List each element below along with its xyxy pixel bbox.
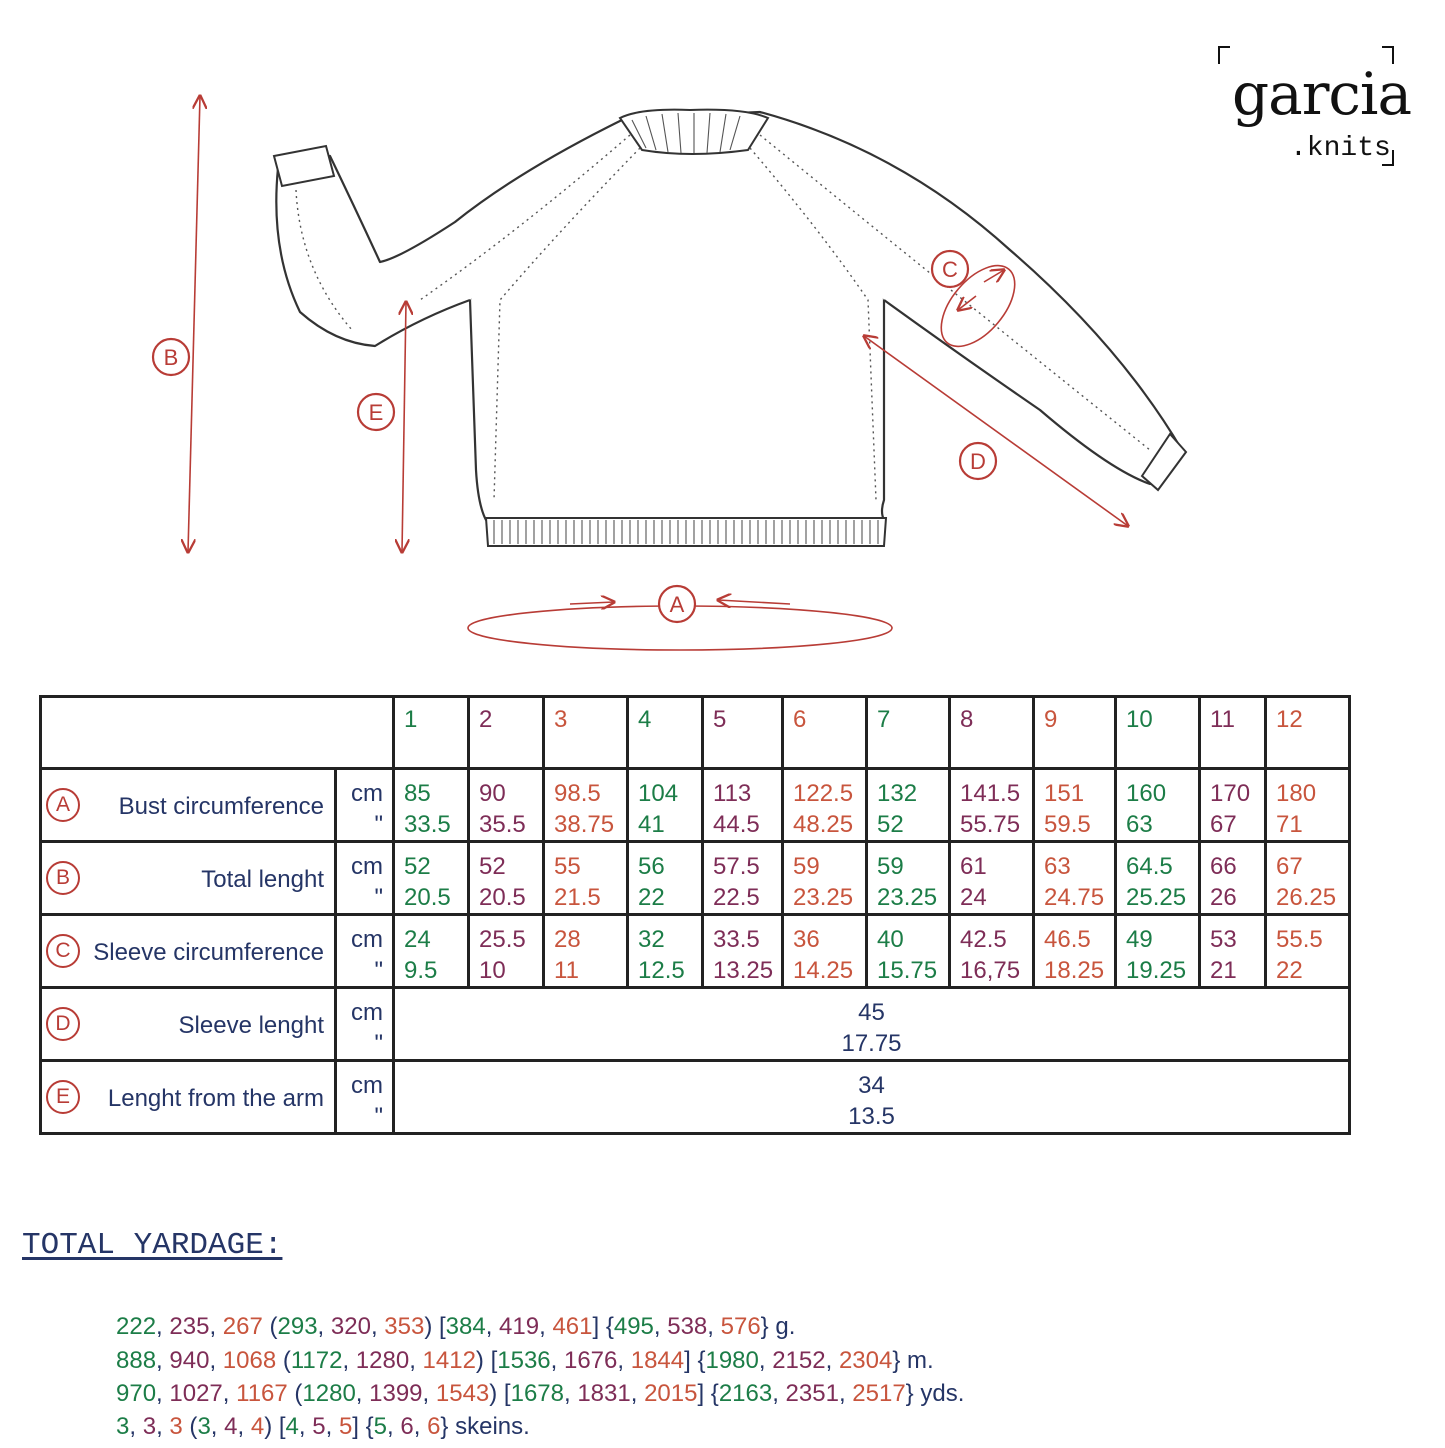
value-all-sizes — [394, 988, 1350, 1061]
value-inch: 67 — [1210, 811, 1237, 838]
value-cell — [544, 842, 628, 915]
yardage-token: 576 — [720, 1313, 761, 1340]
row-badge: D — [46, 1007, 80, 1041]
yardage-title: TOTAL YARDAGE: — [22, 1228, 283, 1263]
size-header: 11 — [1200, 697, 1266, 769]
row-label-cell — [41, 1061, 336, 1134]
value-cm: 170 — [1210, 780, 1251, 807]
yardage-token: 6 — [400, 1413, 414, 1440]
value-cell — [783, 915, 867, 988]
yardage-token: ) [ — [475, 1347, 498, 1374]
yardage-token: , — [156, 1313, 170, 1340]
value-inch: 26.25 — [1276, 884, 1337, 911]
value-inch: 48.25 — [793, 811, 854, 838]
value-cell — [1116, 842, 1200, 915]
value-inch: 24 — [960, 884, 987, 911]
value-cell — [783, 842, 867, 915]
yardage-token: 5 — [312, 1413, 326, 1440]
value-inch: 63 — [1126, 811, 1153, 838]
row-label: Bust circumference — [118, 793, 324, 820]
yardage-token: , — [707, 1313, 721, 1340]
yardage-token: 1280 — [302, 1380, 356, 1407]
yardage-line — [116, 1347, 934, 1375]
unit-inch: " — [374, 1030, 383, 1057]
value-cell — [703, 915, 783, 988]
yardage-token: , — [222, 1380, 237, 1407]
yardage-token: 2015 — [644, 1380, 698, 1407]
value-cm: 53 — [1210, 926, 1237, 953]
unit-cm: cm — [351, 780, 383, 807]
value-cm: 25.5 — [479, 926, 526, 953]
yardage-token: 461 — [552, 1313, 593, 1340]
value-cm: 24 — [404, 926, 431, 953]
value-cell — [1034, 769, 1116, 842]
value-inch: 41 — [638, 811, 665, 838]
yardage-token: , — [387, 1413, 401, 1440]
value-cell — [1200, 842, 1266, 915]
value-cell — [867, 842, 950, 915]
value-cell — [1266, 915, 1350, 988]
value-cell — [703, 769, 783, 842]
value-inch: 71 — [1276, 811, 1303, 838]
yardage-token: , — [409, 1347, 423, 1374]
value-all-sizes — [394, 1061, 1350, 1134]
value-inch: 16,75 — [960, 957, 1021, 984]
size-header: 10 — [1116, 697, 1200, 769]
value-cm: 180 — [1276, 780, 1317, 807]
row-label-cell — [41, 769, 336, 842]
row-label: Total lenght — [201, 866, 324, 893]
yardage-token: ) [ — [264, 1413, 286, 1440]
yardage-token: , — [539, 1313, 553, 1340]
size-header: 8 — [950, 697, 1034, 769]
row-label-cell — [41, 915, 336, 988]
value-cm: 59 — [877, 853, 904, 880]
unit-cell — [336, 769, 394, 842]
value-inch: 59.5 — [1044, 811, 1091, 838]
yardage-token: ( — [262, 1313, 278, 1340]
row-label: Lenght from the arm — [107, 1085, 324, 1112]
value-cell — [950, 915, 1034, 988]
value-cm: 32 — [638, 926, 665, 953]
value-cell — [1116, 769, 1200, 842]
sweater-outline — [276, 112, 1182, 520]
value-cm: 132 — [877, 780, 918, 807]
yardage-token: , — [342, 1347, 356, 1374]
unit-cell — [336, 842, 394, 915]
value-cm: 141.5 — [960, 780, 1021, 807]
logo-sub: .knits — [1290, 133, 1391, 164]
value-cm: 49 — [1126, 926, 1153, 953]
yardage-token: ( — [182, 1413, 198, 1440]
value-cell — [628, 915, 703, 988]
yardage-token: 1543 — [435, 1380, 490, 1407]
value-cm: 36 — [793, 926, 820, 953]
value-cell — [1266, 769, 1350, 842]
yardage-token: ( — [287, 1380, 303, 1407]
row-badge: E — [46, 1080, 80, 1114]
label-a: A — [669, 592, 685, 617]
yardage-token: 4 — [285, 1413, 299, 1440]
yardage-token: 1172 — [290, 1347, 343, 1374]
yardage-token: 2304 — [838, 1347, 893, 1374]
value-cell — [1200, 769, 1266, 842]
value-inch: 22.5 — [713, 884, 760, 911]
unit-inch: " — [374, 884, 383, 911]
yardage-token: 940 — [169, 1347, 210, 1374]
yardage-token: 320 — [330, 1313, 371, 1340]
value-cell — [867, 769, 950, 842]
header-corner — [41, 697, 394, 769]
value-cell — [950, 842, 1034, 915]
value-cm: 151 — [1044, 780, 1085, 807]
unit-cell — [336, 1061, 394, 1134]
yardage-token: 3 — [197, 1413, 211, 1440]
value-cm: 33.5 — [713, 926, 760, 953]
unit-inch: " — [374, 957, 383, 984]
row-label: Sleeve circumference — [93, 939, 324, 966]
yardage-token: , — [550, 1347, 564, 1374]
label-e: E — [368, 400, 384, 425]
value-inch: 10 — [479, 957, 506, 984]
value-inch: 13.5 — [848, 1103, 895, 1130]
value-cell — [950, 769, 1034, 842]
value-cm: 40 — [877, 926, 904, 953]
yardage-token: 293 — [277, 1313, 318, 1340]
value-cm: 64.5 — [1126, 853, 1173, 880]
value-cm: 61 — [960, 853, 987, 880]
unit-cm: cm — [351, 999, 383, 1026]
value-cell — [1266, 842, 1350, 915]
value-cm: 67 — [1276, 853, 1303, 880]
yardage-token: 384 — [445, 1313, 486, 1340]
yardage-token: 1027 — [169, 1380, 223, 1407]
value-inch: 19.25 — [1126, 957, 1187, 984]
value-cm: 28 — [554, 926, 581, 953]
yardage-token: ) [ — [424, 1313, 446, 1340]
value-cell — [867, 915, 950, 988]
value-inch: 24.75 — [1044, 884, 1105, 911]
value-cm: 160 — [1126, 780, 1167, 807]
value-cell — [394, 915, 469, 988]
value-inch: 21 — [1210, 957, 1237, 984]
measure-row-c — [41, 915, 1350, 988]
yardage-line — [116, 1413, 530, 1441]
value-inch: 11 — [554, 957, 579, 984]
yardage-token: ] { — [697, 1380, 719, 1407]
size-header: 1 — [394, 697, 469, 769]
yardage-token: 1167 — [236, 1380, 288, 1407]
yardage-token: 1412 — [422, 1347, 476, 1374]
yardage-token: , — [209, 1313, 223, 1340]
value-inch: 25.25 — [1126, 884, 1187, 911]
yardage-token: , — [298, 1413, 313, 1440]
yardage-token: 353 — [384, 1313, 425, 1340]
value-cell — [469, 769, 544, 842]
size-header: 7 — [867, 697, 950, 769]
yardage-token: 888 — [116, 1347, 157, 1374]
value-cm: 57.5 — [713, 853, 760, 880]
yardage-token: 3 — [116, 1413, 130, 1440]
value-cm: 104 — [638, 780, 679, 807]
yardage-token: 1678 — [510, 1380, 564, 1407]
yardage-token: , — [156, 1347, 170, 1374]
value-cm: 113 — [713, 780, 752, 807]
label-b: B — [163, 345, 179, 370]
yardage-token: 2517 — [852, 1380, 906, 1407]
value-inch: 20.5 — [404, 884, 451, 911]
value-cm: 55 — [554, 853, 581, 880]
yardage-token: 419 — [499, 1313, 540, 1340]
yardage-token: 3 — [142, 1413, 157, 1440]
yardage-token: , — [129, 1413, 143, 1440]
value-cell — [628, 769, 703, 842]
yardage-token: , — [825, 1347, 839, 1374]
yardage-token: , — [485, 1313, 500, 1340]
value-inch: 22 — [1276, 957, 1303, 984]
yardage-line — [116, 1313, 795, 1341]
yardage-token: , — [422, 1380, 436, 1407]
value-cell — [628, 842, 703, 915]
row-badge: A — [46, 788, 80, 822]
yardage-token: 6 — [427, 1413, 441, 1440]
yardage-token: , — [355, 1380, 370, 1407]
yardage-token: 2152 — [772, 1347, 826, 1374]
yardage-token: } yds. — [905, 1380, 965, 1407]
yardage-token: , — [838, 1380, 853, 1407]
value-inch: 44.5 — [713, 811, 760, 838]
measure-row-a — [41, 769, 1350, 842]
yardage-token: 5 — [338, 1413, 353, 1440]
yardage-token: , — [617, 1347, 631, 1374]
value-cell — [1200, 915, 1266, 988]
yardage-token: , — [156, 1380, 170, 1407]
yardage-token: , — [370, 1313, 385, 1340]
yardage-token: , — [413, 1413, 428, 1440]
value-inch: 9.5 — [404, 957, 438, 984]
yardage-token: 235 — [169, 1313, 210, 1340]
yardage-token: 4 — [250, 1413, 265, 1440]
unit-inch: " — [374, 1103, 383, 1130]
unit-cm: cm — [351, 926, 383, 953]
value-cell — [1116, 915, 1200, 988]
value-cell — [544, 915, 628, 988]
value-cm: 63 — [1044, 853, 1071, 880]
yardage-token: } m. — [892, 1347, 934, 1374]
yardage-token: , — [772, 1380, 786, 1407]
yardage-token: 1676 — [563, 1347, 618, 1374]
size-header: 9 — [1034, 697, 1116, 769]
row-badge: C — [46, 934, 80, 968]
yardage-token: 970 — [116, 1380, 157, 1407]
yardage-token: 1280 — [355, 1347, 410, 1374]
yardage-token: 538 — [667, 1313, 708, 1340]
measurement-table — [39, 695, 1351, 1135]
yardage-token: } g. — [760, 1313, 796, 1340]
value-inch: 15.75 — [877, 957, 938, 984]
yardage-line — [116, 1380, 964, 1408]
measure-row-d — [41, 988, 1350, 1061]
yardage-token: 1399 — [369, 1380, 423, 1407]
yardage-token: 4 — [224, 1413, 238, 1440]
size-header: 12 — [1266, 697, 1350, 769]
value-cm: 66 — [1210, 853, 1237, 880]
value-cm: 55.5 — [1276, 926, 1323, 953]
yardage-token: , — [210, 1413, 225, 1440]
yardage-token: , — [758, 1347, 773, 1374]
sweater-schematic — [0, 0, 1445, 680]
unit-cell — [336, 915, 394, 988]
yardage-token: 3 — [169, 1413, 183, 1440]
row-label-cell — [41, 988, 336, 1061]
value-cm: 98.5 — [554, 780, 601, 807]
value-cell — [703, 842, 783, 915]
yardage-token: , — [325, 1413, 339, 1440]
value-inch: 33.5 — [404, 811, 451, 838]
yardage-token: 1536 — [497, 1347, 551, 1374]
value-cm: 122.5 — [793, 780, 854, 807]
value-inch: 26 — [1210, 884, 1237, 911]
yardage-token: , — [237, 1413, 251, 1440]
yardage-token: , — [209, 1347, 223, 1374]
label-d: D — [970, 449, 986, 474]
size-header: 6 — [783, 697, 867, 769]
yardage-token: , — [630, 1380, 645, 1407]
value-inch: 22 — [638, 884, 665, 911]
yardage-token: ( — [276, 1347, 291, 1374]
value-cell — [394, 769, 469, 842]
unit-inch: " — [374, 811, 383, 838]
yardage-token: 222 — [116, 1313, 157, 1340]
value-inch: 18.25 — [1044, 957, 1105, 984]
value-cm: 56 — [638, 853, 665, 880]
size-header: 4 — [628, 697, 703, 769]
value-inch: 23.25 — [793, 884, 854, 911]
yardage-token: ) [ — [489, 1380, 511, 1407]
unit-cell — [336, 988, 394, 1061]
size-header: 3 — [544, 697, 628, 769]
value-inch: 12.5 — [638, 957, 685, 984]
value-inch: 35.5 — [479, 811, 526, 838]
value-inch: 52 — [877, 811, 904, 838]
yardage-token: 2351 — [785, 1380, 839, 1407]
value-cm: 34 — [858, 1072, 885, 1099]
yardage-token: 495 — [613, 1313, 654, 1340]
value-cell — [783, 769, 867, 842]
value-inch: 55.75 — [960, 811, 1021, 838]
value-cm: 90 — [479, 780, 506, 807]
yardage-token: 5 — [373, 1413, 388, 1440]
yardage-token: , — [317, 1313, 331, 1340]
measure-row-b — [41, 842, 1350, 915]
yardage-token: , — [156, 1413, 170, 1440]
value-cm: 52 — [479, 853, 506, 880]
yardage-token: , — [563, 1380, 578, 1407]
row-badge: B — [46, 861, 80, 895]
yardage-token: } skeins. — [440, 1413, 530, 1440]
value-cm: 45 — [858, 999, 885, 1026]
value-inch: 13.25 — [713, 957, 774, 984]
value-cm: 46.5 — [1044, 926, 1091, 953]
value-inch: 23.25 — [877, 884, 938, 911]
size-header: 2 — [469, 697, 544, 769]
measure-row-e — [41, 1061, 1350, 1134]
value-cell — [1034, 915, 1116, 988]
value-cm: 42.5 — [960, 926, 1007, 953]
value-cm: 52 — [404, 853, 431, 880]
value-inch: 21.5 — [554, 884, 601, 911]
size-header: 5 — [703, 697, 783, 769]
value-cell — [469, 915, 544, 988]
yardage-token: 1068 — [222, 1347, 277, 1374]
row-label: Sleeve lenght — [178, 1012, 324, 1039]
value-inch: 14.25 — [793, 957, 854, 984]
value-cm: 59 — [793, 853, 820, 880]
unit-cm: cm — [351, 1072, 383, 1099]
row-label-cell — [41, 842, 336, 915]
yardage-token: 1831 — [577, 1380, 631, 1407]
value-cm: 85 — [404, 780, 431, 807]
yardage-token: ] { — [684, 1347, 706, 1374]
value-inch: 20.5 — [479, 884, 526, 911]
yardage-token: ] { — [352, 1413, 374, 1440]
value-inch: 38.75 — [554, 811, 615, 838]
value-cell — [394, 842, 469, 915]
label-c: C — [942, 257, 958, 282]
yardage-token: 1844 — [630, 1347, 685, 1374]
yardage-token: ] { — [592, 1313, 614, 1340]
yardage-token: 2163 — [718, 1380, 773, 1407]
logo-name: garcia — [1232, 60, 1412, 128]
header-row — [41, 697, 1350, 769]
yardage-token: 1980 — [705, 1347, 759, 1374]
value-cell — [1034, 842, 1116, 915]
unit-cm: cm — [351, 853, 383, 880]
yardage-token: 267 — [222, 1313, 263, 1340]
yardage-token: , — [653, 1313, 668, 1340]
value-cell — [469, 842, 544, 915]
value-cell — [544, 769, 628, 842]
value-inch: 17.75 — [841, 1030, 902, 1057]
